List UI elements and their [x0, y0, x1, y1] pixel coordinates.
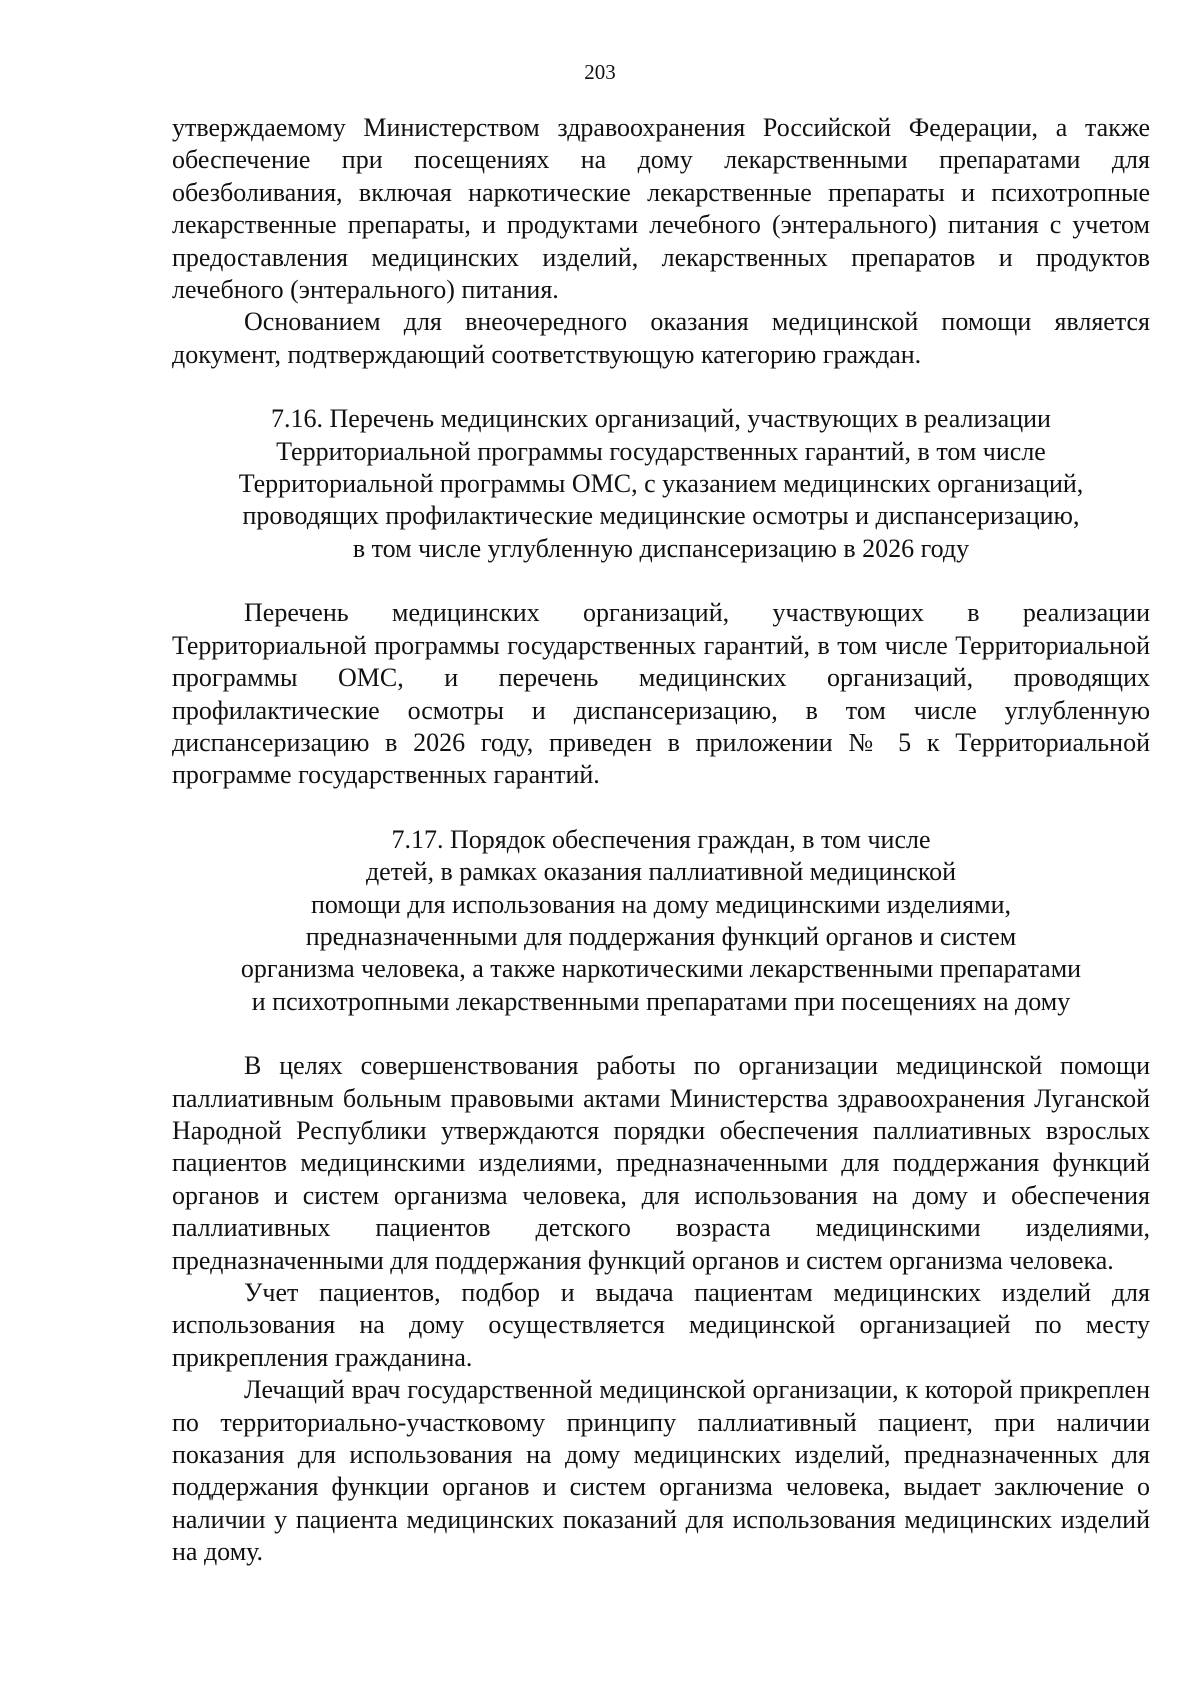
paragraph-list-reference: Перечень медицинских организаций, участвующих в реализации Территориальной программы государственных гарантий, в том числе Территориальной программы ОМС, и перечень медицинских организаций, проводящих профилактические осмотры и диспансеризацию, в том числе углубленную диспансеризацию в 2026 году, приведен в приложении № 5 к Территориальной программе государственных гарантий. [172, 598, 1150, 790]
spacer [172, 565, 1150, 597]
heading-line: организма человека, а также наркотическими лекарственными препаратами [240, 954, 1082, 984]
heading-line: проводящих профилактические медицинские осмотры и диспансеризацию, [242, 501, 1080, 531]
heading-line: 7.17. Порядок обеспечения граждан, в том числе [391, 824, 931, 854]
section-heading-7-16 [172, 403, 1150, 565]
page-number: 203 [584, 60, 616, 84]
heading-line: детей, в рамках оказания паллиативной медицинской [365, 857, 957, 887]
spacer [172, 1018, 1150, 1050]
paragraph-attending-physician: Лечащий врач государственной медицинской организации, к которой прикреплен по территориально-участковому принципу паллиативный пациент, при наличии показания для использования на дому медицинских изделий, предназначенных для поддержания функции органов и систем организма человека, выдает заключение о наличии у пациента медицинских показаний для использования медицинских изделий на дому. [172, 1375, 1150, 1567]
heading-line: предназначенными для поддержания функций органов и систем [305, 921, 1017, 951]
spacer [172, 792, 1150, 824]
paragraph-continuation: утверждаемому Министерством здравоохранения Российской Федерации, а также обеспечение при посещениях на дому лекарственными препаратами для обезболивания, включая наркотические лекарственные препараты и психотропные лекарственные препараты, и продуктами лечебного (энтерального) питания с учетом предоставления медицинских изделий, лекарственных препаратов и продуктов лечебного (энтерального) питания. [172, 113, 1150, 305]
heading-line: Территориальной программы ОМС, с указанием медицинских организаций, [238, 469, 1084, 499]
heading-line: в том числе углубленную диспансеризацию в 2026 году [352, 533, 970, 563]
paragraph-basis: Основанием для внеочередного оказания медицинской помощи является документ, подтверждающий соответствующую категорию граждан. [172, 307, 1150, 369]
heading-line: и психотропными лекарственными препаратами при посещениях на дому [251, 986, 1071, 1016]
paragraph-palliative-orders: В целях совершенствования работы по организации медицинской помощи паллиативным больным правовыми актами Министерства здравоохранения Луганской Народной Республики утверждаются порядки обеспечения паллиативных взрослых пациентов медицинскими изделиями, предназначенными для поддержания функций органов и систем организма человека, для использования на дому и обеспечения паллиативных пациентов детского возраста медицинскими изделиями, предназначенными для поддержания функций органов и систем организма человека. [172, 1051, 1150, 1275]
paragraph-patient-accounting: Учет пациентов, подбор и выдача пациентам медицинских изделий для использования на дому осуществляется медицинской организацией по месту прикрепления гражданина. [172, 1278, 1150, 1372]
section-heading-7-17 [172, 824, 1150, 1018]
spacer [172, 371, 1150, 403]
heading-line: помощи для использования на дому медицинскими изделиями, [310, 889, 1012, 919]
heading-line: Территориальной программы государственных гарантий, в том числе [276, 436, 1046, 466]
heading-line: 7.16. Перечень медицинских организаций, участвующих в реализации [271, 404, 1051, 434]
document-body [172, 112, 1150, 1569]
